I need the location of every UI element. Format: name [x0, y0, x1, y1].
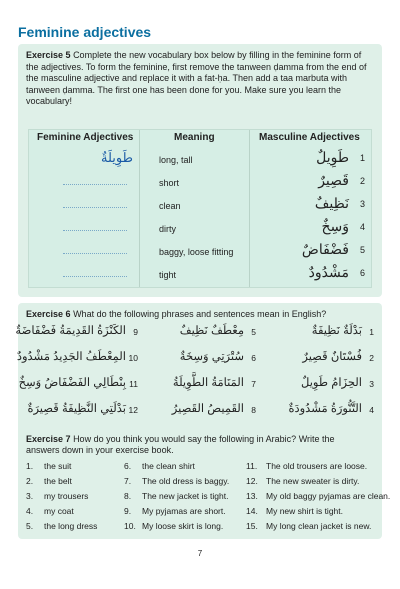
item-number: 8. [124, 491, 132, 501]
item-number: 14. [246, 506, 258, 516]
answer-blank [63, 207, 127, 208]
item-number: 5 [359, 245, 365, 255]
phrase-number: 3 [369, 379, 374, 389]
phrase-row [16, 349, 374, 371]
arabic-phrase: الحِزَامُ طَوِيلٌ [301, 377, 362, 389]
exercise-7-label: Exercise 7 [26, 434, 71, 444]
arabic-phrase: مِعْطَفٌ نَظِيفٌ [179, 325, 244, 337]
item-number: 13. [246, 491, 258, 501]
exercise-6-7-box [15, 303, 391, 539]
page-title: Feminine adjectives [18, 24, 152, 40]
translation-row [26, 506, 374, 521]
english-phrase: My long clean jacket is new. [266, 521, 372, 531]
phrase-number: 9 [133, 327, 138, 337]
exercise-6-text: What do the following phrases and sentences mean in English? [73, 309, 327, 319]
english-phrase: the long dress [44, 521, 98, 531]
phrase-number: 10 [128, 353, 138, 363]
item-number: 4. [26, 506, 34, 516]
english-phrase: the belt [44, 476, 72, 486]
phrase-number: 2 [369, 353, 374, 363]
exercise-7-heading [26, 434, 366, 456]
arabic-phrase: بَدْلَتِي النَّظِيفَةُ قَصِيرَةٌ [27, 403, 126, 415]
arabic-phrase: الكَنْزَةُ القَدِيمَةُ فَضْفَاضَةٌ [15, 325, 126, 337]
translation-row [26, 521, 374, 536]
item-number: 15. [246, 521, 258, 531]
item-number: 9. [124, 506, 132, 516]
english-phrase: The new jacket is tight. [142, 491, 229, 501]
arabic-phrase: فُسْتَانٌ قَصِيرٌ [302, 351, 362, 363]
item-number: 3 [359, 199, 365, 209]
meaning-text: short [159, 178, 180, 188]
header-masculine: Masculine Adjectives [259, 132, 360, 143]
vocab-row [29, 265, 371, 291]
phrase-row [15, 323, 374, 345]
phrase-number: 1 [369, 327, 374, 337]
phrase-number: 4 [369, 405, 374, 415]
exercise-5-label: Exercise 5 [26, 50, 71, 60]
translation-row [26, 476, 374, 491]
item-number: 2. [26, 476, 34, 486]
item-number: 10. [124, 521, 136, 531]
phrase-number: 12 [128, 405, 138, 415]
exercise-7-text: How do you think you would say the following in Arabic? Write the answers down in your exercise book. [26, 434, 335, 455]
phrase-row [18, 375, 374, 397]
meaning-text: baggy, loose fitting [159, 247, 234, 257]
answer-blank [63, 276, 127, 277]
phrase-number: 8 [251, 405, 256, 415]
arabic-phrase: بِنْطَالِي الفَضْفَاضُ وَسِخٌ [18, 377, 126, 389]
arabic-phrase: المِعْطَفُ الجَدِيدُ مَشْدُودٌ [16, 351, 126, 363]
phrase-row [26, 401, 374, 423]
phrase-number: 11 [129, 379, 138, 389]
english-phrase: the suit [44, 461, 72, 471]
meaning-text: clean [159, 201, 181, 211]
header-meaning: Meaning [174, 132, 215, 143]
arabic-phrase: القَمِيصُ القَصِيرُ [171, 403, 244, 415]
arabic-phrase: بَدْلَةٌ نَظِيفَةٌ [311, 325, 362, 337]
masculine-adjective: فَضْفَاضٌ [301, 241, 349, 257]
masculine-adjective: طَوِيلٌ [316, 149, 349, 165]
item-number: 12. [246, 476, 258, 486]
exercise-5-text: Complete the new vocabulary box below by filling in the feminine form of the adjectives. To form the feminine, first remove the tanween ḍamma from the end of the masculine adjective and replace it with a fat-ḥa. Then add a taa marbuta with tanween ḍamma. The first one has been done for you. Make sure you learn the vocabulary! [26, 50, 367, 106]
english-phrase: The old trousers are loose. [266, 461, 368, 471]
phrase-number: 6 [251, 353, 256, 363]
item-number: 3. [26, 491, 34, 501]
masculine-adjective: مَشْدُودٌ [308, 264, 349, 280]
answer-blank [63, 253, 127, 254]
feminine-answer: طَوِيلَةٌ [101, 150, 133, 165]
answer-blank [63, 230, 127, 231]
exercise-5-box [18, 44, 382, 297]
translation-row [26, 461, 374, 476]
item-number: 5. [26, 521, 34, 531]
english-phrase: my trousers [44, 491, 89, 501]
english-phrase: My loose skirt is long. [142, 521, 224, 531]
exercise-6-label: Exercise 6 [26, 309, 71, 319]
page-number: 7 [197, 549, 203, 558]
answer-blank [63, 184, 127, 185]
arabic-phrase: التَّنُّورَةُ مَشْدُودَةٌ [288, 403, 362, 415]
exercise-5-instructions [26, 50, 374, 108]
arabic-phrase: سُتْرَتِي وَسِخَةٌ [179, 351, 244, 363]
masculine-adjective: قَصِيرٌ [318, 172, 349, 188]
english-phrase: My new shirt is tight. [266, 506, 343, 516]
masculine-adjective: نَظِيفٌ [314, 195, 349, 211]
english-phrase: my coat [44, 506, 74, 516]
item-number: 7. [124, 476, 132, 486]
english-phrase: The old dress is baggy. [142, 476, 230, 486]
phrase-number: 5 [251, 327, 256, 337]
arabic-phrase: المَنَامَةُ الطَّوِيلَةُ [172, 377, 244, 389]
english-phrase: My old baggy pyjamas are clean. [266, 491, 391, 501]
item-number: 6 [359, 268, 365, 278]
english-phrase: the clean shirt [142, 461, 195, 471]
item-number: 1. [26, 461, 34, 471]
meaning-text: tight [159, 270, 177, 280]
meaning-text: dirty [159, 224, 177, 234]
header-feminine: Feminine Adjectives [37, 132, 134, 143]
item-number: 4 [359, 222, 365, 232]
item-number: 1 [359, 153, 365, 163]
item-number: 2 [359, 176, 365, 186]
masculine-adjective: وَسِخٌ [321, 218, 349, 234]
exercise-6-heading [26, 309, 326, 319]
phrase-number: 7 [251, 379, 256, 389]
english-phrase: My pyjamas are short. [142, 506, 226, 516]
english-phrase: The new sweater is dirty. [266, 476, 360, 486]
vocabulary-table [28, 129, 372, 288]
meaning-text: long, tall [159, 155, 193, 165]
item-number: 11. [246, 461, 258, 471]
item-number: 6. [124, 461, 132, 471]
translation-row [26, 491, 391, 506]
